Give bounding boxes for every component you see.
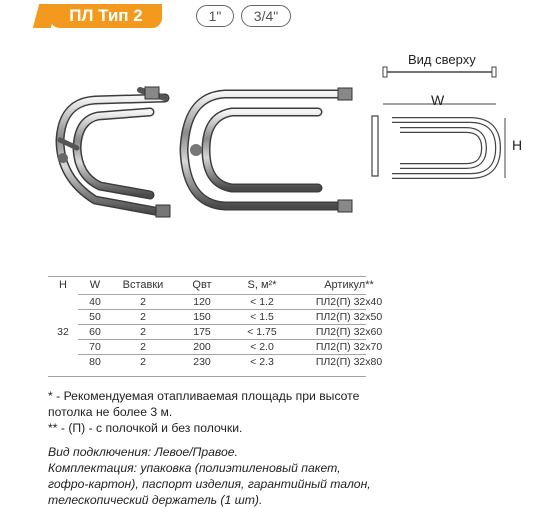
spec-table: [48, 276, 404, 369]
width-dimension-label: W: [431, 92, 445, 108]
package-contents-line: Комплектация: упаковка (полиэтиленовый пакет,: [48, 461, 341, 475]
table-cell: < 1.75: [247, 325, 277, 338]
table-header-row: [48, 276, 404, 294]
table-cell: 200: [193, 340, 211, 353]
product-details: [48, 444, 548, 508]
footnote-line: * - Рекомендуемая отапливаемая площадь при высоте: [48, 389, 360, 403]
header-article: Артикул**: [324, 279, 374, 291]
table-cell: 40: [89, 295, 101, 308]
size-pill-1-inch: [196, 5, 234, 27]
package-contents-line: гофро-картон), паспорт изделия, гарантийный талон,: [48, 477, 371, 491]
table-cell: 70: [89, 340, 101, 353]
footnote-line: ** - (П) - с полочкой и без полочки.: [48, 421, 243, 435]
table-cell: ПЛ2(П) 32х70: [315, 340, 383, 353]
product-title: ПЛ Тип 2: [69, 6, 143, 25]
table-cell: 2: [140, 295, 146, 308]
header-w: W: [89, 279, 101, 291]
table-cell: 2: [140, 325, 146, 338]
table-cell: 2: [140, 310, 146, 323]
header-inserts: Вставки: [122, 279, 164, 291]
table-cell: 230: [193, 355, 211, 368]
table-row: [48, 339, 404, 354]
table-cell: ПЛ2(П) 32х40: [315, 295, 383, 308]
product-title-badge: [50, 4, 162, 28]
package-contents-line: телескопический держатель (1 шт).: [48, 493, 263, 507]
table-cell: 60: [89, 325, 101, 338]
table-row: [48, 324, 404, 339]
table-cell: 2: [140, 355, 146, 368]
table-bottom-rule: [48, 376, 366, 377]
table-cell: 2: [140, 340, 146, 353]
top-view-schematic: [372, 67, 505, 178]
footnotes: [48, 388, 548, 436]
table-cell: < 1.5: [250, 310, 274, 323]
header-power: Qвт: [192, 279, 212, 291]
table-cell: ПЛ2(П) 32х60: [315, 325, 383, 338]
height-dimension-label: H: [512, 137, 523, 153]
table-cell: ПЛ2(П) 32х50: [315, 310, 383, 323]
table-row: [48, 294, 404, 309]
connection-type-line: Вид подключения: Левое/Правое.: [48, 445, 238, 459]
header-h: H: [59, 279, 67, 291]
table-cell: 120: [193, 295, 211, 308]
table-cell: 80: [89, 355, 101, 368]
size-pill-label: 3/4": [253, 8, 279, 24]
table-cell: < 1.2: [250, 295, 274, 308]
table-cell: 150: [193, 310, 211, 323]
towel-rail-front-image: [184, 88, 352, 212]
table-cell: 50: [89, 310, 101, 323]
towel-rail-angled-image: [58, 87, 170, 217]
table-cell: < 2.3: [250, 355, 274, 368]
table-row: [48, 354, 404, 369]
table-cell: < 2.0: [250, 340, 274, 353]
table-row: [48, 309, 404, 324]
size-pill-3-4-inch: [241, 5, 291, 27]
table-cell: ПЛ2(П) 32х80: [315, 355, 383, 368]
footnote-line: потолка не более 3 м.: [48, 405, 173, 419]
size-pill-label: 1": [208, 8, 222, 24]
header-area: S, м²*: [247, 279, 277, 291]
table-cell: 175: [193, 325, 211, 338]
h-value-cell: 32: [57, 325, 69, 338]
top-view-label: Вид сверху: [408, 52, 476, 67]
